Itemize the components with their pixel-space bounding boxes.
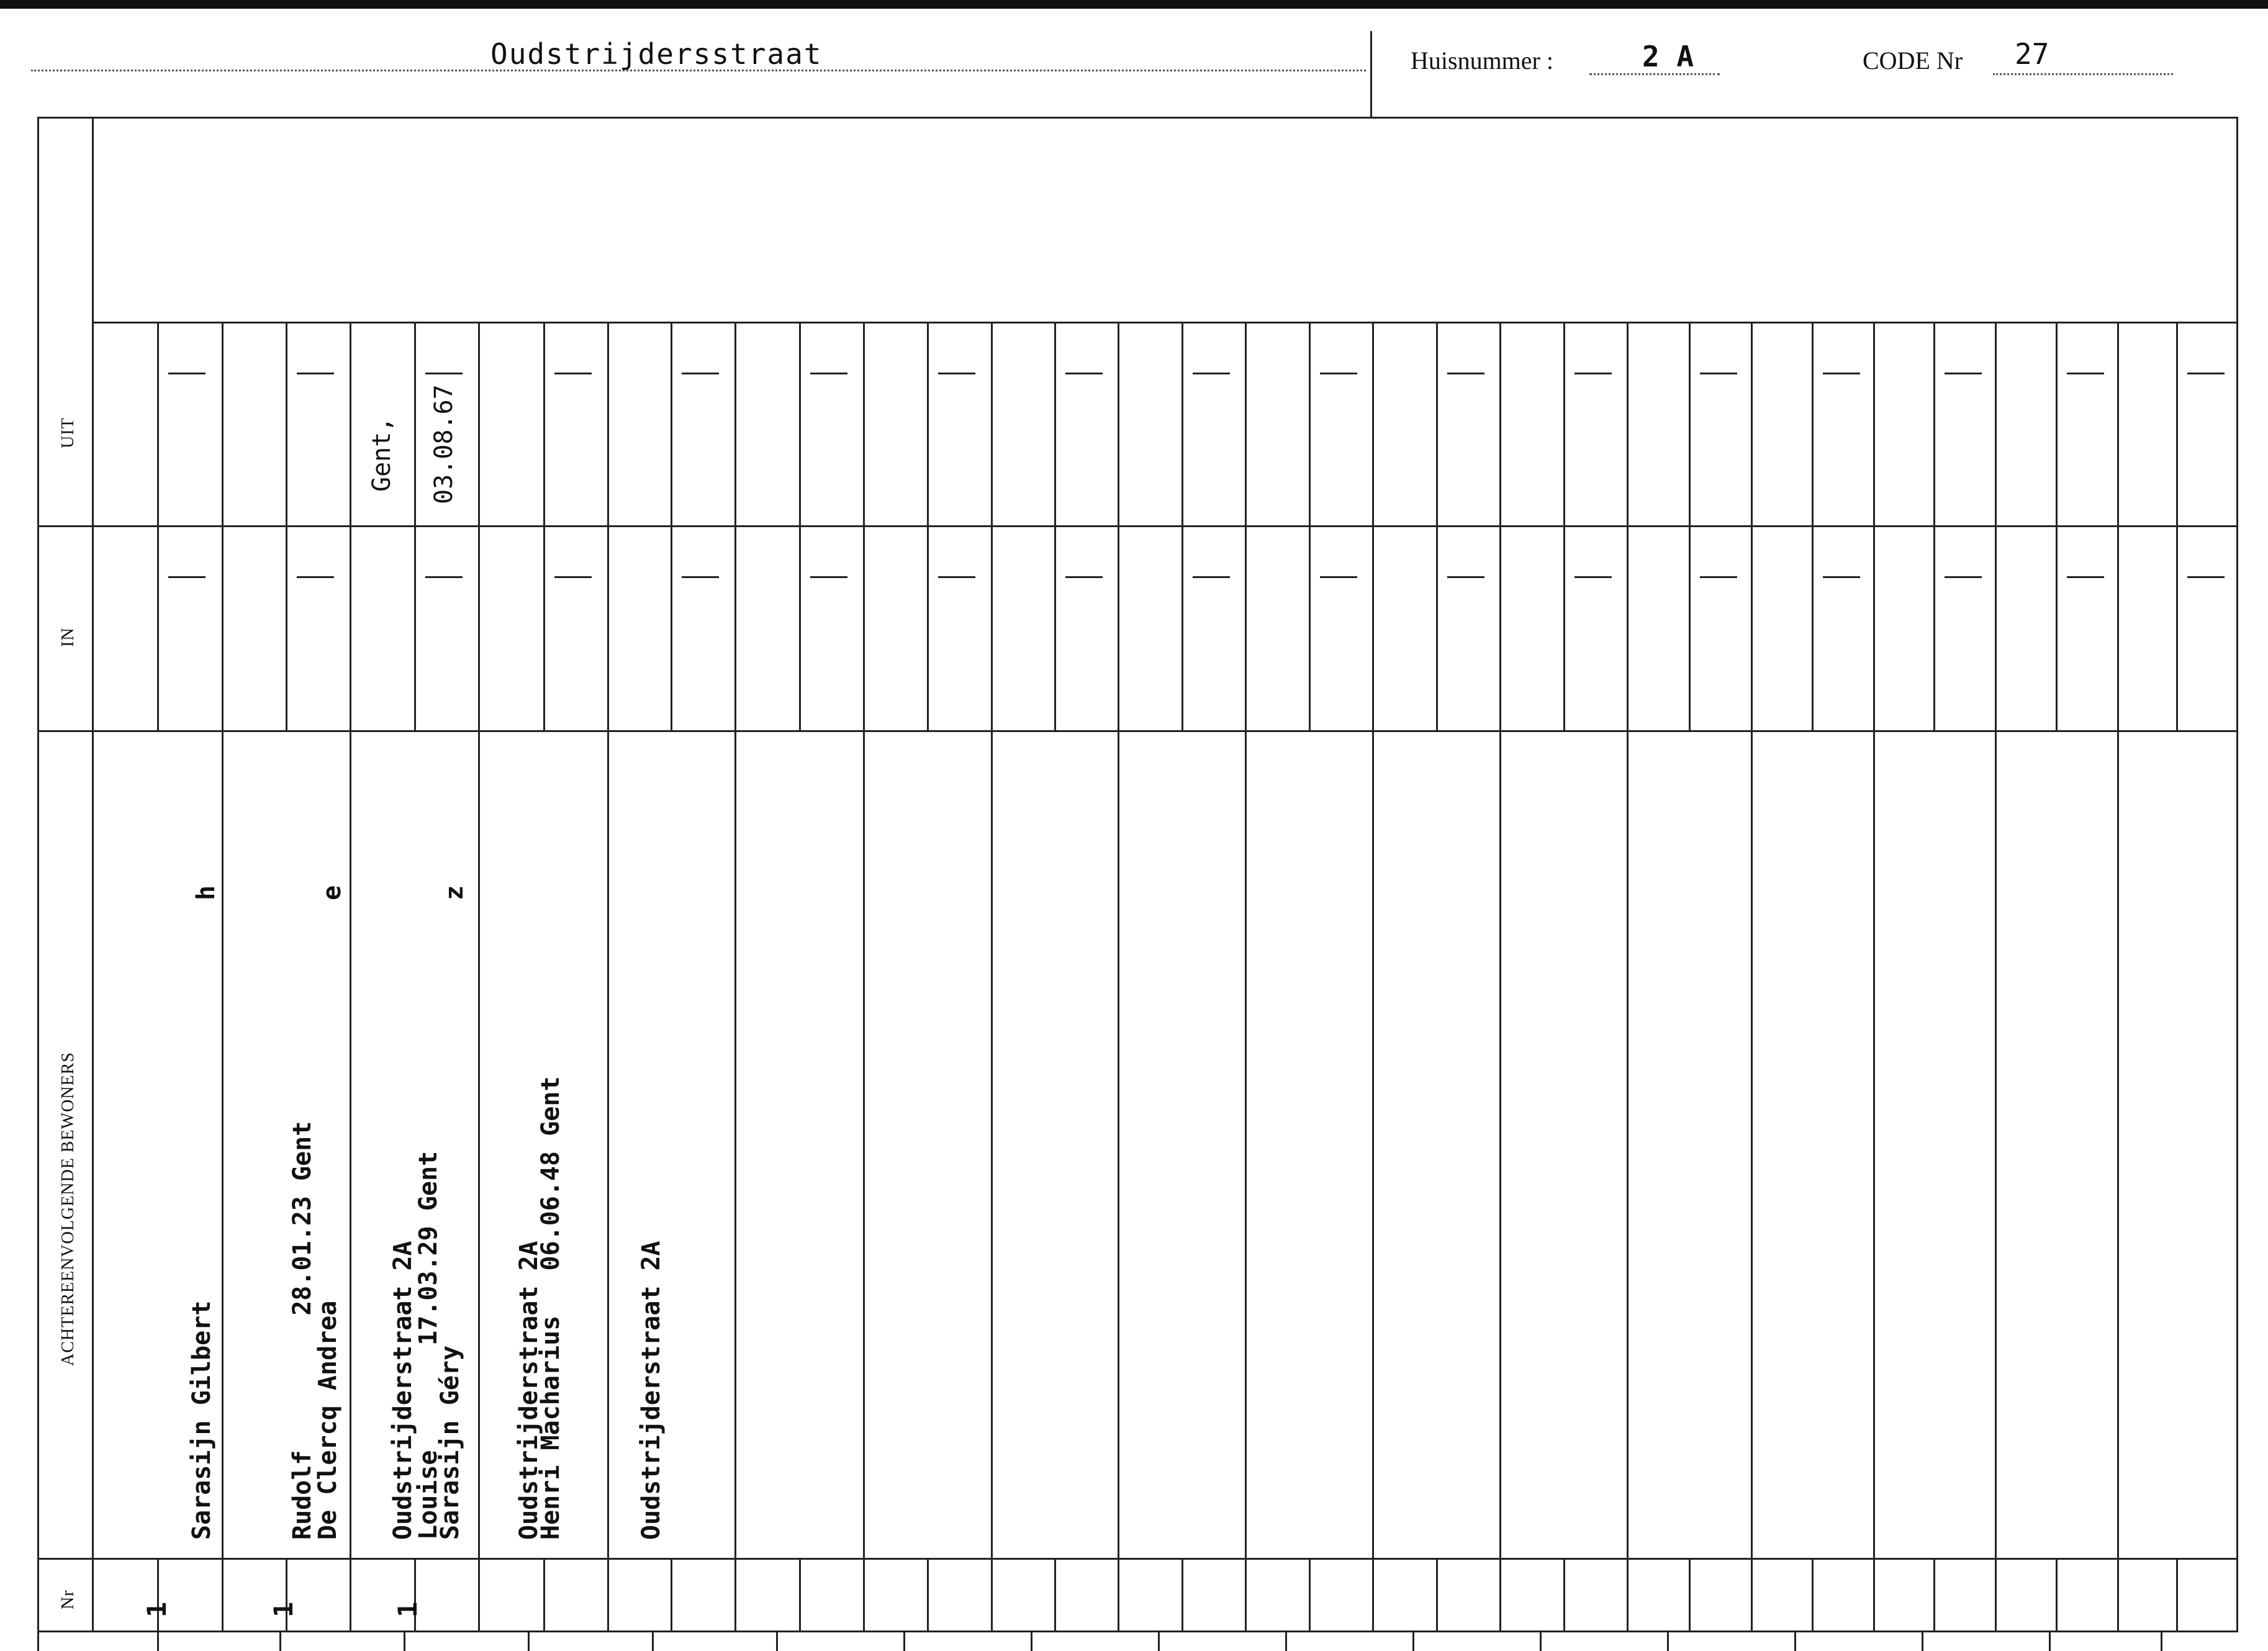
dash-mark	[1945, 373, 1982, 374]
resident-entry	[366, 1076, 702, 1540]
code-dotted-line	[1993, 73, 2173, 75]
subcolumn-divider	[927, 322, 929, 730]
subcolumn-divider	[799, 322, 801, 730]
subcolumn-divider	[1933, 322, 1935, 730]
resident-name-line: Sarasijn Gilbert	[187, 1300, 216, 1540]
nr-subcolumn-divider	[1436, 1558, 1438, 1631]
uit-label: UIT	[58, 417, 78, 448]
bottom-tick	[1285, 1632, 1287, 1651]
dash-mark	[810, 373, 847, 374]
dash-mark	[1065, 373, 1103, 374]
resident-address-line: Oudstrijderstraat 2A	[637, 1241, 666, 1540]
nr-subcolumn-divider	[286, 1558, 287, 1631]
dash-mark	[810, 576, 847, 578]
resident-name-line: Sarasijn Géry	[436, 1345, 464, 1540]
dash-mark	[1193, 576, 1230, 578]
dash-mark	[554, 576, 592, 578]
dash-mark	[1193, 373, 1230, 374]
resident-mark: z	[440, 885, 469, 900]
subcolumn-divider	[286, 322, 287, 730]
bewoners-label: ACHTEREENVOLGENDE BEWONERS	[58, 1052, 78, 1366]
table-right-border	[2236, 117, 2238, 1632]
uit-date: 03.08.67	[430, 384, 458, 504]
header-separator	[1370, 31, 1372, 117]
dash-mark	[2067, 373, 2104, 374]
column-divider	[1372, 322, 1374, 1631]
column-divider	[734, 322, 736, 1631]
nr-subcolumn-divider	[1563, 1558, 1565, 1631]
dash-mark	[1700, 576, 1737, 578]
bottom-tick	[2049, 1632, 2051, 1651]
dash-mark	[1447, 373, 1484, 374]
column-divider	[1873, 322, 1875, 1631]
subcolumn-divider	[1181, 322, 1183, 730]
nr-subcolumn-divider	[799, 1558, 801, 1631]
nr-subcolumn-divider	[671, 1558, 672, 1631]
resident-birth-line: Louise 17.03.29 Gent	[414, 1151, 443, 1540]
column-divider	[1499, 322, 1501, 1631]
subcolumn-divider	[2056, 322, 2058, 730]
nr-subcolumn-divider	[1812, 1558, 1814, 1631]
subcolumn-divider	[671, 322, 672, 730]
subcolumn-divider	[1812, 322, 1814, 730]
resident-address-line: Oudstrijderstraat 2A	[515, 1241, 543, 1540]
dash-mark	[1065, 576, 1103, 578]
dash-mark	[2187, 373, 2225, 374]
subcolumn-divider	[414, 322, 416, 730]
in-label: IN	[58, 627, 78, 647]
bottom-tick	[37, 1632, 39, 1651]
dash-mark	[1320, 373, 1357, 374]
table-bottom-border	[37, 1631, 2238, 1632]
dash-mark	[425, 576, 463, 578]
column-divider	[863, 322, 865, 1631]
subcolumn-divider	[1563, 322, 1565, 730]
nr-subcolumn-divider	[1054, 1558, 1056, 1631]
dash-mark	[168, 373, 206, 374]
dash-mark	[2067, 576, 2104, 578]
nr-subcolumn-divider	[2056, 1558, 2058, 1631]
dash-mark	[1574, 373, 1612, 374]
column-divider	[1995, 322, 1997, 1631]
subcolumn-divider	[1309, 322, 1311, 730]
bottom-tick	[1667, 1632, 1669, 1651]
subcolumn-divider	[1436, 322, 1438, 730]
column-divider	[1751, 322, 1753, 1631]
nr-subcolumn-divider	[1933, 1558, 1935, 1631]
dash-mark	[682, 373, 719, 374]
column-divider	[1245, 322, 1247, 1631]
bottom-tick	[776, 1632, 778, 1651]
dash-mark	[2187, 576, 2225, 578]
nr-subcolumn-divider	[927, 1558, 929, 1631]
dash-mark	[1823, 576, 1860, 578]
dash-mark	[168, 576, 206, 578]
nr-row-top	[37, 1558, 2238, 1560]
code-value: 27	[2015, 37, 2049, 71]
dash-mark	[554, 373, 592, 374]
column-divider	[1627, 322, 1629, 1631]
nr-subcolumn-divider	[1689, 1558, 1691, 1631]
nr-subcolumn-divider	[2176, 1558, 2178, 1631]
nr-label: Nr	[58, 1590, 78, 1609]
resident-nr: 1	[142, 1601, 172, 1617]
table-top-border	[37, 117, 2238, 119]
subcolumn-divider	[2176, 322, 2178, 730]
dash-mark	[1320, 576, 1357, 578]
resident-address-line: Oudstrijderstraat 2A	[389, 1241, 417, 1540]
dash-mark	[682, 576, 719, 578]
huisnummer-dotted-line	[1589, 73, 1720, 75]
nr-subcolumn-divider	[543, 1558, 545, 1631]
bottom-tick	[1412, 1632, 1414, 1651]
bottom-tick	[903, 1632, 905, 1651]
dash-mark	[425, 373, 463, 374]
nr-subcolumn-divider	[1309, 1558, 1311, 1631]
column-divider	[2117, 322, 2119, 1631]
dash-mark	[297, 373, 334, 374]
subcolumn-divider	[1689, 322, 1691, 730]
resident-name-line: De Clercq Andrea	[314, 1300, 342, 1540]
column-divider	[991, 322, 993, 1631]
resident-birth-line: Rudolf 28.01.23 Gent	[288, 1121, 317, 1540]
bottom-tick	[157, 1632, 159, 1651]
resident-mark: h	[192, 885, 220, 900]
resident-mark: e	[318, 885, 346, 900]
subcolumn-divider	[157, 322, 159, 730]
dash-mark	[1945, 576, 1982, 578]
bottom-tick	[1540, 1632, 1542, 1651]
nr-subcolumn-divider	[414, 1558, 416, 1631]
bottom-tick	[1922, 1632, 1923, 1651]
top-border	[0, 0, 2268, 9]
dash-mark	[1823, 373, 1860, 374]
resident-nr: 1	[392, 1601, 423, 1617]
bewoners-row-top	[37, 730, 2238, 732]
uit-place: Gent,	[368, 417, 396, 492]
nr-subcolumn-divider	[1181, 1558, 1183, 1631]
bottom-tick	[279, 1632, 281, 1651]
dash-mark	[297, 576, 334, 578]
huisnummer-value: 2 A	[1642, 40, 1694, 73]
label-column-border	[92, 117, 94, 1632]
bottom-tick	[1158, 1632, 1160, 1651]
bottom-tick	[1794, 1632, 1796, 1651]
dash-mark	[938, 576, 975, 578]
dash-mark	[1700, 373, 1737, 374]
column-divider	[1118, 322, 1119, 1631]
street-name: Oudstrijdersstraat	[490, 37, 823, 71]
nr-subcolumn-divider	[157, 1558, 159, 1631]
bottom-tick	[1031, 1632, 1032, 1651]
code-label: CODE Nr	[1863, 47, 1963, 75]
bottom-tick	[528, 1632, 530, 1651]
dash-mark	[938, 373, 975, 374]
dash-mark	[1574, 576, 1612, 578]
in-row-top	[37, 525, 2238, 527]
subcolumn-divider	[1054, 322, 1056, 730]
subcolumn-divider	[543, 322, 545, 730]
huisnummer-label: Huisnummer :	[1411, 47, 1553, 75]
resident-birth-line: Henri Macharius 06.06.48 Gent	[536, 1076, 565, 1540]
bottom-tick	[404, 1632, 405, 1651]
dash-mark	[1447, 576, 1484, 578]
bottom-tick	[652, 1632, 654, 1651]
table-left-border	[37, 117, 39, 1632]
bottom-tick	[2161, 1632, 2162, 1651]
resident-nr: 1	[268, 1601, 299, 1617]
